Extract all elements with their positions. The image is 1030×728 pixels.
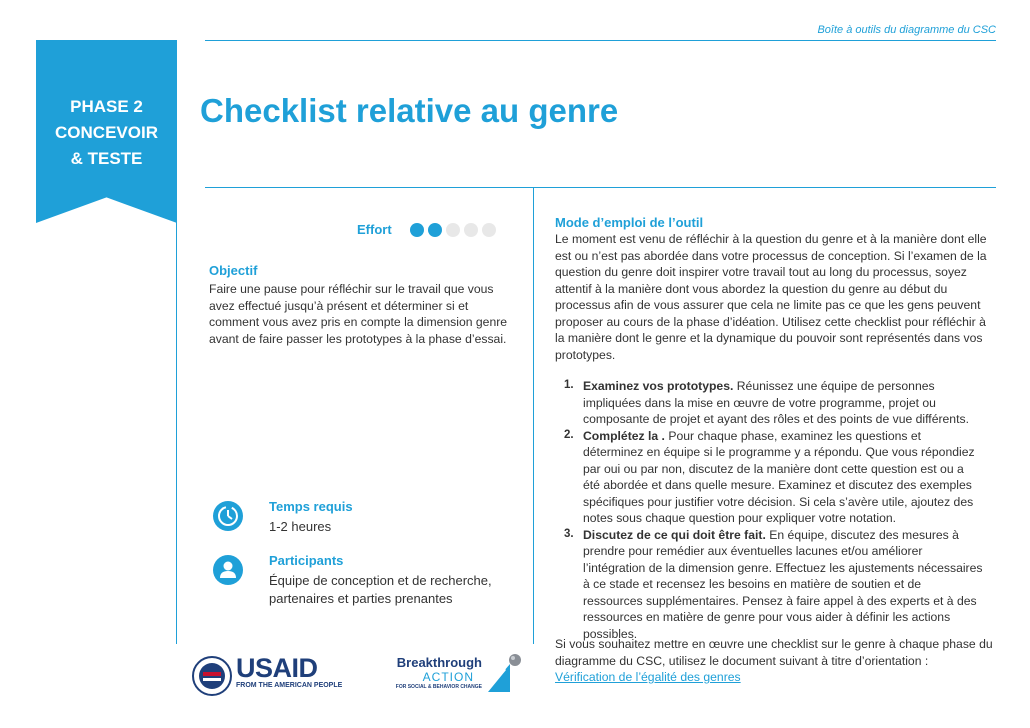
usaid-wordmark: USAID (236, 653, 318, 683)
person-icon (213, 555, 243, 585)
closing-section (555, 636, 995, 686)
effort-dot-4 (464, 223, 478, 237)
step-number: 3. (564, 527, 574, 540)
step-text: Réunissez une équipe de personnes impliquées dans la mise en œuvre de votre programme, projet ou composante de projet et ayant des rôles et des points de vue différents. (583, 379, 969, 426)
header-toolbox-label: Boîte à outils du diagramme du CSC (817, 24, 996, 36)
banner-line2: CONCEVOIR (55, 123, 158, 142)
objectif-text: Faire une pause pour réfléchir sur le travail que vous avez effectué jusqu’à présent et déterminer si et comment vous avez pris en compte la dimension genre avant de faire passer les prototypes à la phase d’essai. (209, 282, 508, 346)
step-number: 1. (564, 379, 574, 391)
participants-value: Équipe de conception et de recherche, partenaires et parties prenantes (269, 573, 492, 606)
ba-tagline: FOR SOCIAL & BEHAVIOR CHANGE (395, 684, 482, 690)
step-number: 2. (564, 428, 574, 441)
steps-list (564, 378, 984, 642)
objectif-section (209, 263, 509, 347)
breakthrough-action-logo (382, 656, 482, 690)
objectif-title: Objectif (209, 263, 258, 278)
list-item (564, 378, 984, 428)
step-text: En équipe, discutez des mesures à prendre pour remédier aux éventuelles lacunes et/ou améliorer l’intégration de la dimension genre. Effectuez les ajustements nécessaires à ce stade et recensez les besoins en matière de soutien et de ressources supplémentaires. Pensez à faire appel à des experts et à des ressources en matière de genre pour vous aider à définir les actions possibles. (583, 527, 983, 641)
title-divider (205, 187, 996, 188)
page-title: Checklist relative au genre (200, 92, 619, 129)
step-heading: Examinez vos prototypes. (583, 379, 734, 393)
effort-dot-1 (410, 223, 424, 237)
breakthrough-action-mark-icon (484, 652, 524, 694)
ba-line2: ACTION (422, 670, 474, 684)
usaid-tagline: FROM THE AMERICAN PEOPLE (236, 682, 343, 689)
mode-title: Mode d’emploi de l’outil (555, 215, 704, 230)
participants-title: Participants (269, 553, 344, 568)
clock-icon (213, 501, 243, 531)
time-value: 1-2 heures (269, 519, 332, 534)
step-heading: Complétez la . (583, 428, 665, 443)
time-title: Temps requis (269, 499, 353, 514)
ba-line1: Breakthrough (396, 655, 482, 670)
mode-section (555, 215, 995, 363)
list-item (564, 527, 984, 643)
column-divider (533, 187, 534, 644)
participants (213, 553, 492, 606)
time-required (213, 499, 353, 534)
effort-dot-2 (428, 223, 442, 237)
step-heading: Discutez de ce qui doit être fait. (583, 527, 766, 542)
effort-rating (357, 222, 500, 237)
effort-label: Effort (357, 222, 392, 237)
banner-line3: & TESTE (70, 149, 143, 168)
step-text: Pour chaque phase, examinez les questions et déterminez en équipe si le programme y a répondu. Que vous répondiez par oui ou par non, discutez de la manière dont cette question est ou a été abordée et dans quelle mesure. Examinez et discutez des exemples spécifiques pour justifier votre décision. Si cela s’avère utile, ajoutez des notes sous chaque question pour expliquer votre notation. (583, 428, 975, 525)
effort-dot-5 (482, 223, 496, 237)
gender-equality-link[interactable]: Vérification de l’égalité des genres (555, 670, 741, 684)
usaid-logo (236, 654, 342, 689)
list-item (564, 428, 984, 527)
left-vertical-divider (176, 40, 177, 644)
phase-banner-text (36, 94, 177, 172)
header-divider (205, 40, 996, 41)
effort-dot-3 (446, 223, 460, 237)
partner-logos (190, 652, 530, 702)
closing-text: Si vous souhaitez mettre en œuvre une checklist sur le genre à chaque phase du diagramme du CSC, utilisez le document suivant à titre d’orientation : (555, 637, 993, 668)
mode-text: Le moment est venu de réfléchir à la question du genre et à la manière dont elle est ou n’est pas abordée dans votre processus de conception. Si l’examen de la question du genre doit inspirer votre travail tout au long du processus, soyez attentif à la manière dont vous abordez la question du genre au début du processus afin de vous assurer que cela ne limite pas ce que les gens peuvent proposer au cours de la phase d’idéation. Utilisez cette checklist pour réfléchir à la manière dont le genre et la dynamique du pouvoir sont représentés dans vos prototypes. (555, 232, 987, 362)
banner-line1: PHASE 2 (70, 97, 143, 116)
